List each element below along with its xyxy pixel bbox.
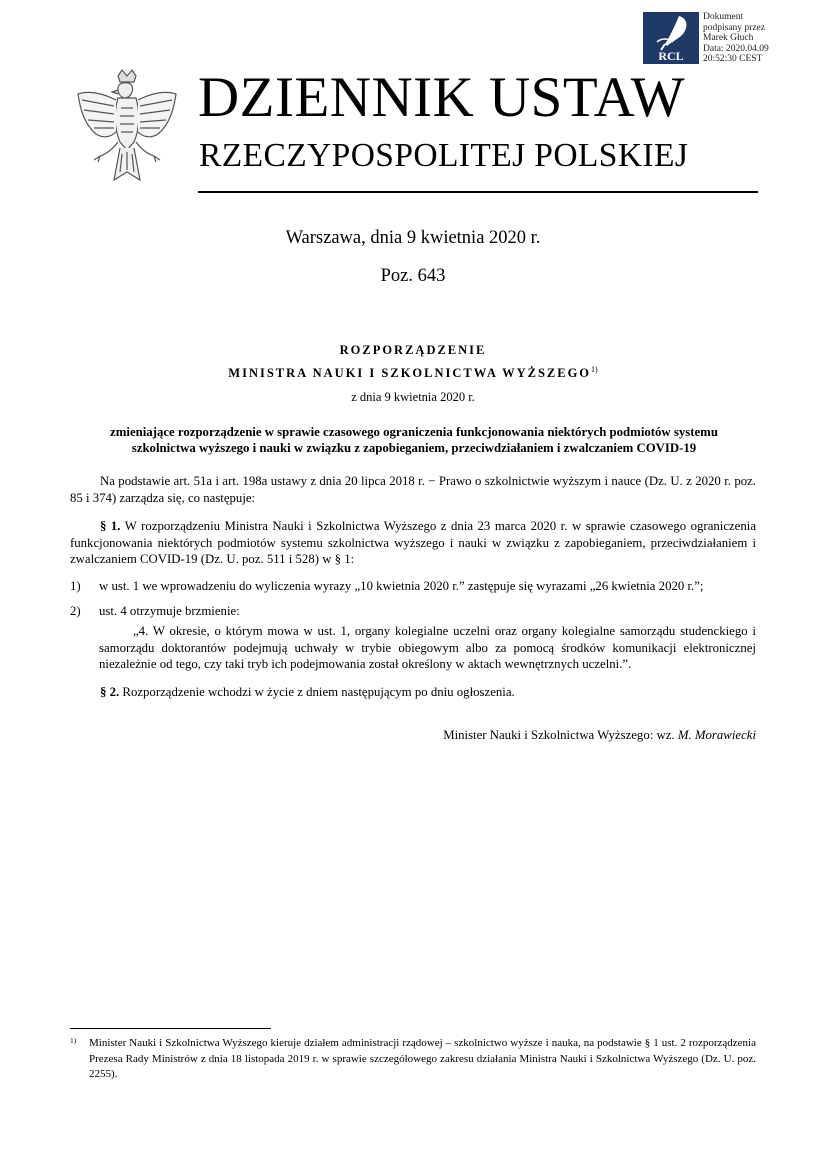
act-type: ROZPORZĄDZENIE: [339, 343, 487, 357]
stamp-line: Marek Głuch: [703, 33, 754, 43]
act-issuer: [0, 365, 826, 381]
footnote-reference: 1): [591, 365, 598, 374]
act-date: z dnia 9 kwietnia 2020 r.: [351, 390, 475, 404]
stamp-line: Dokument: [703, 12, 744, 22]
eagle-icon: [74, 68, 180, 192]
footnote-text: Minister Nauki i Szkolnictwa Wyższego kieruje działem administracji rządowej – szkolnictwo wyższe i nauka, na podstawie § 1 ust. 2 rozporządzenia Prezesa Rady Ministrów z dnia 18 listopada 2019 r. w sprawie szczegółowego zakresu działania Ministra Nauki i Szkolnictwa Wyższego (Dz. U. poz. 2255).: [89, 1037, 756, 1080]
stamp-line: Data: 2020.04.09: [703, 43, 769, 54]
section-1-paragraph: [70, 518, 756, 568]
list-item-text: ust. 4 otrzymuje brzmienie:: [99, 604, 240, 618]
quill-icon: [643, 12, 699, 64]
stamp-line: podpisany przez: [703, 22, 765, 33]
section-2-paragraph: [70, 684, 756, 701]
journal-title: DZIENNIK USTAW: [198, 66, 686, 129]
footnote: [70, 1036, 756, 1083]
polish-eagle-emblem: [74, 68, 180, 192]
issue-date: [0, 228, 826, 249]
journal-subtitle: RZECZYPOSPOLITEJ POLSKIEJ: [199, 137, 689, 174]
legal-basis-paragraph: Na podstawie art. 51a i art. 198a ustawy z dnia 20 lipca 2018 r. − Prawo o szkolnictwie wyższym i nauce (Dz. U. z 2020 r. poz. 85 i 374) zarządza się, co następuje:: [70, 474, 756, 505]
list-item-number: 2): [70, 604, 81, 618]
signatory-role: Minister Nauki i Szkolnictwa Wyższego: wz.: [443, 728, 675, 742]
footnote-divider: [70, 1028, 271, 1029]
section-2-text: Rozporządzenie wchodzi w życie z dniem następującym po dniu ogłoszenia.: [122, 685, 515, 699]
section-1-label: § 1.: [100, 519, 121, 533]
act-subject: zmieniające rozporządzenie w sprawie czasowego ograniczenia funkcjonowania niektórych podmiotów systemu szkolnictwa wyższego i nauki w związku z zapobieganiem, przeciwdziałaniem i zwalczaniem COVID-19: [110, 425, 718, 455]
list-item-number: 1): [70, 579, 81, 593]
signatory-name: M. Morawiecki: [677, 728, 756, 742]
section-1-text: W rozporządzeniu Ministra Nauki i Szkolnictwa Wyższego z dnia 23 marca 2020 r. w sprawie czasowego ograniczenia funkcjonowania niektórych podmiotów systemu szkolnictwa wyższego i nauki w związku z zapobieganiem, przeciwdziałaniem i zwalczaniem COVID-19 (Dz. U. poz. 511 i 528) w § 1:: [70, 519, 757, 566]
stamp-line: 20:52:30 CEST: [703, 54, 763, 64]
signature-stamp-text: [703, 12, 813, 65]
footnote-marker: 1): [70, 1036, 77, 1045]
signatory: [300, 728, 756, 743]
section-2-label: § 2.: [100, 685, 120, 699]
position-number: Poz. 643: [380, 266, 446, 286]
masthead-divider: [198, 191, 758, 193]
amendment-quote: „4. W okresie, o którym mowa w ust. 1, organy kolegialne uczelni oraz organy kolegialne samorządu studenckiego i samorządu doktorantów podejmują uchwały w trybie obiegowym albo za pomocą środków komunikacji elektronicznej niezależnie od tego, czy taki tryb ich podejmowania został określony w aktach wewnętrznych uczelni.”.: [99, 624, 756, 671]
list-item-text: w ust. 1 we wprowadzeniu do wyliczenia wyrazy „10 kwietnia 2020 r.” zastępuje się wyrazami „26 kwietnia 2020 r.”;: [99, 579, 704, 593]
stamp-logo-text: RCL: [658, 49, 684, 63]
issue-date-text: Warszawa, dnia 9 kwietnia 2020 r.: [285, 228, 541, 248]
act-issuer-text: MINISTRA NAUKI I SZKOLNICTWA WYŻSZEGO: [228, 366, 592, 380]
signature-stamp-logo: [643, 12, 699, 64]
